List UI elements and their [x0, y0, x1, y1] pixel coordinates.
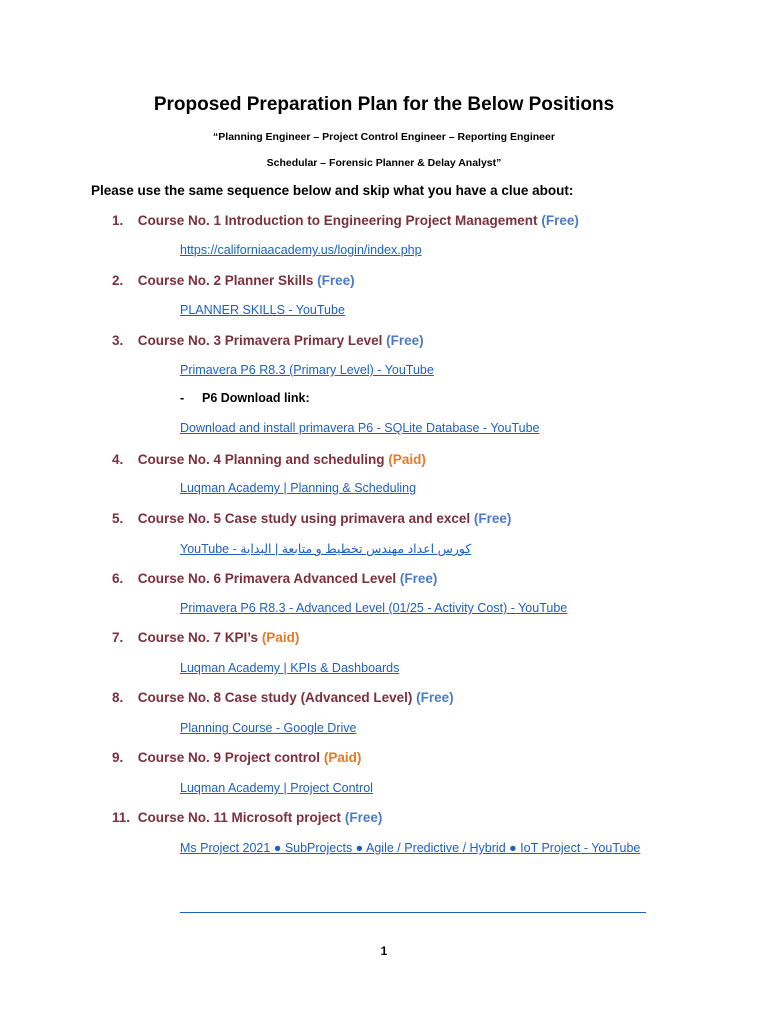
course-title: Course No. 7 KPI’s: [137, 630, 259, 645]
course-title: Course No. 3 Primavera Primary Level: [137, 333, 383, 348]
positions-line-1: “Planning Engineer – Project Control Engineer – Reporting Engineer: [213, 131, 555, 143]
price-tag: (Free): [473, 511, 512, 526]
course-title: Course No. 6 Primavera Advanced Level: [137, 571, 397, 586]
price-tag: (Paid): [323, 750, 362, 765]
course-item: [112, 630, 299, 645]
price-tag: (Free): [416, 690, 454, 705]
instruction-text: Please use the same sequence below and skip what you have a clue about:: [91, 183, 574, 198]
course-link[interactable]: PLANNER SKILLS - YouTube: [180, 303, 345, 317]
course-link[interactable]: Primavera P6 R8.3 - Advanced Level (01/25 - Activity Cost) - YouTube: [180, 601, 568, 615]
course-item: [112, 273, 355, 288]
page-title: Proposed Preparation Plan for the Below Positions: [153, 94, 615, 115]
price-tag: (Paid): [261, 630, 300, 645]
course-title: Course No. 5 Case study using primavera and excel: [137, 511, 471, 526]
price-tag: (Free): [344, 810, 383, 825]
course-item: [112, 810, 382, 825]
course-number: 3.: [112, 333, 124, 348]
p6-download-link[interactable]: Download and install primavera P6 - SQLite Database - YouTube: [180, 421, 540, 435]
page-number: 1: [380, 944, 388, 958]
course-title: Course No. 9 Project control: [137, 750, 321, 765]
p6-download-label: [180, 391, 310, 405]
course-number: 1.: [112, 213, 124, 228]
price-tag: (Free): [386, 333, 424, 348]
course-link[interactable]: Luqman Academy | Planning & Scheduling: [180, 481, 417, 495]
course-number: 11.: [112, 810, 131, 825]
course-link[interactable]: Luqman Academy | KPIs & Dashboards: [180, 661, 400, 675]
course-item: [112, 333, 424, 348]
course-link[interactable]: Ms Project 2021 ● SubProjects ● Agile / Predictive / Hybrid ● IoT Project - YouTube: [180, 841, 641, 855]
positions-line-2: Schedular – Forensic Planner & Delay Analyst”: [266, 157, 502, 169]
course-item: [112, 511, 511, 526]
course-item: [112, 690, 454, 705]
course-number: 5.: [112, 511, 124, 526]
course-number: 8.: [112, 690, 124, 705]
course-item: [112, 213, 579, 228]
course-item: [112, 750, 361, 765]
course-number: 4.: [112, 452, 124, 467]
price-tag: (Free): [317, 273, 355, 288]
course-item: [112, 452, 426, 467]
course-title: Course No. 1 Introduction to Engineering Project Management: [137, 213, 538, 228]
course-item: [112, 571, 437, 586]
footer-divider: [180, 912, 646, 913]
course-number: 2.: [112, 273, 124, 288]
course-link[interactable]: https://californiaacademy.us/login/index.php: [180, 243, 422, 257]
course-title: Course No. 11 Microsoft project: [137, 810, 342, 825]
price-tag: (Free): [541, 213, 579, 228]
course-title: Course No. 4 Planning and scheduling: [137, 452, 385, 467]
bullet-dash: -: [180, 391, 185, 405]
course-link[interactable]: Primavera P6 R8.3 (Primary Level) - YouTube: [180, 363, 434, 377]
course-number: 6.: [112, 571, 124, 586]
price-tag: (Paid): [388, 452, 426, 467]
course-link[interactable]: Luqman Academy | Project Control: [180, 781, 373, 795]
price-tag: (Free): [399, 571, 438, 586]
course-number: 9.: [112, 750, 124, 765]
course-title: Course No. 8 Case study (Advanced Level): [137, 690, 413, 705]
course-title: Course No. 2 Planner Skills: [137, 273, 314, 288]
p6-download-text: P6 Download link:: [202, 391, 310, 405]
course-number: 7.: [112, 630, 124, 645]
course-link[interactable]: كورس اعداد مهندس تخطيط و متابعة | البداية - YouTube: [180, 542, 472, 556]
course-link[interactable]: Planning Course - Google Drive: [180, 721, 357, 735]
